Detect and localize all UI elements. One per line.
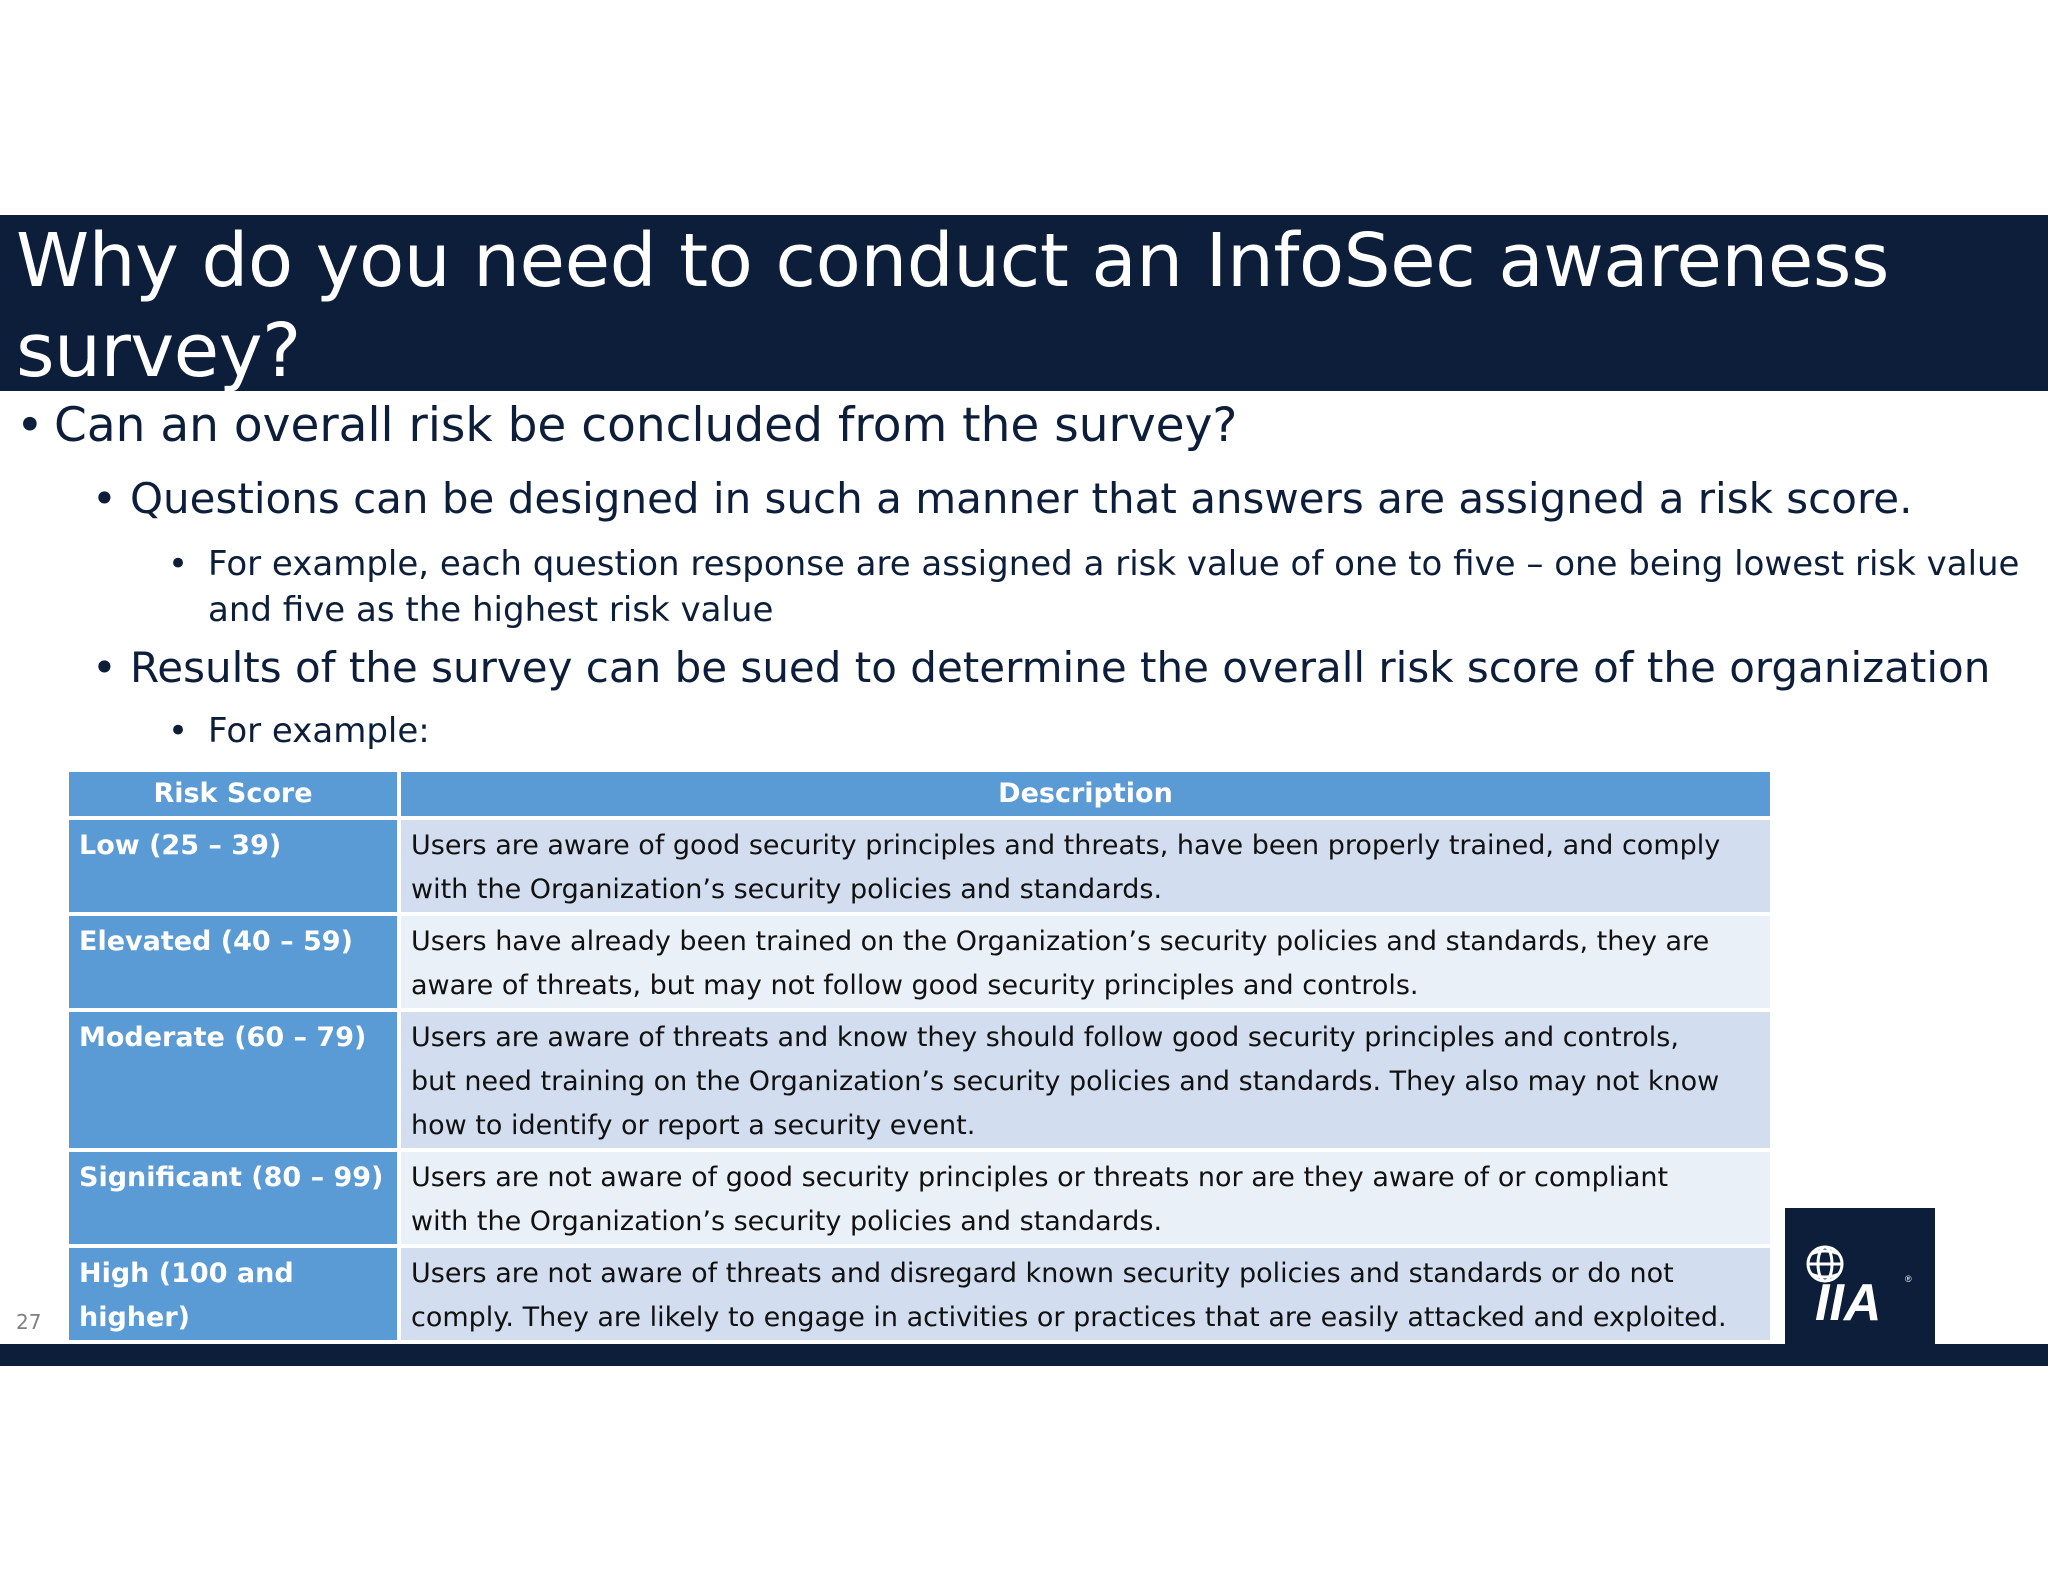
bullet-dot: • — [168, 711, 189, 751]
risk-score-table — [69, 772, 1774, 1344]
description-line: how to identify or report a security event. — [411, 1110, 976, 1141]
bullet-dot: • — [92, 474, 117, 523]
description-line: Users are not aware of good security principles or threats nor are they aware of or compliant — [411, 1162, 1669, 1193]
bullet-dot: • — [16, 398, 44, 453]
bullet-text: Results of the survey can be sued to determine the overall risk score of the organization — [130, 643, 1991, 692]
description-cell — [399, 1010, 1772, 1150]
header-risk-score: Risk Score — [69, 772, 399, 818]
risk-score-cell: Moderate (60 – 79) — [69, 1010, 399, 1150]
table-header-row — [69, 772, 1772, 818]
risk-score-cell: Elevated (40 – 59) — [69, 914, 399, 1010]
risk-score-cell: Significant (80 – 99) — [69, 1150, 399, 1246]
description-cell — [399, 914, 1772, 1010]
description-line: Users have already been trained on the Organization’s security policies and standards, they are — [411, 926, 1710, 957]
table-row — [69, 1150, 1772, 1246]
table-row — [69, 1010, 1772, 1150]
bullet-dot: • — [92, 643, 117, 692]
risk-score-cell: High (100 and higher) — [69, 1246, 399, 1342]
description-line: with the Organization’s security policies and standards. — [411, 1206, 1163, 1237]
header-description: Description — [399, 772, 1772, 818]
description-cell — [399, 818, 1772, 914]
footer-bar — [0, 1344, 2048, 1366]
description-line: but need training on the Organization’s security policies and standards. They also may not know — [411, 1066, 1720, 1097]
bullet-text: Can an overall risk be concluded from the survey? — [54, 398, 1238, 453]
description-line: Users are aware of good security principles and threats, have been properly trained, and comply — [411, 830, 1721, 861]
description-line: aware of threats, but may not follow good security principles and controls. — [411, 970, 1419, 1001]
globe-icon — [1785, 1208, 1935, 1366]
description-line: Users are aware of threats and know they should follow good security principles and controls, — [411, 1022, 1679, 1053]
bullet-text: For example: — [208, 711, 430, 751]
svg-text:®: ® — [1905, 1274, 1912, 1284]
table-row — [69, 914, 1772, 1010]
bullet-dot: • — [168, 544, 189, 584]
page-number: 27 — [16, 1310, 42, 1334]
description-cell — [399, 1150, 1772, 1246]
description-cell — [399, 1246, 1772, 1342]
bullet-text: Questions can be designed in such a manner that answers are assigned a risk score. — [130, 474, 1913, 523]
risk-score-cell: Low (25 – 39) — [69, 818, 399, 914]
bullet-text-continuation: and five as the highest risk value — [208, 590, 774, 630]
table-row — [69, 818, 1772, 914]
table-row — [69, 1246, 1772, 1342]
logo-text: IIA — [1815, 1274, 1882, 1332]
description-line: comply. They are likely to engage in activities or practices that are easily attacked and exploited. — [411, 1302, 1727, 1333]
description-line: with the Organization’s security policies and standards. — [411, 874, 1163, 905]
bullet-text: For example, each question response are assigned a risk value of one to five – one being lowest risk value — [208, 544, 2020, 584]
iia-logo — [1785, 1208, 1935, 1366]
slide-title: Why do you need to conduct an InfoSec awareness survey? — [16, 218, 1889, 394]
description-line: Users are not aware of threats and disregard known security policies and standards or do not — [411, 1258, 1674, 1289]
